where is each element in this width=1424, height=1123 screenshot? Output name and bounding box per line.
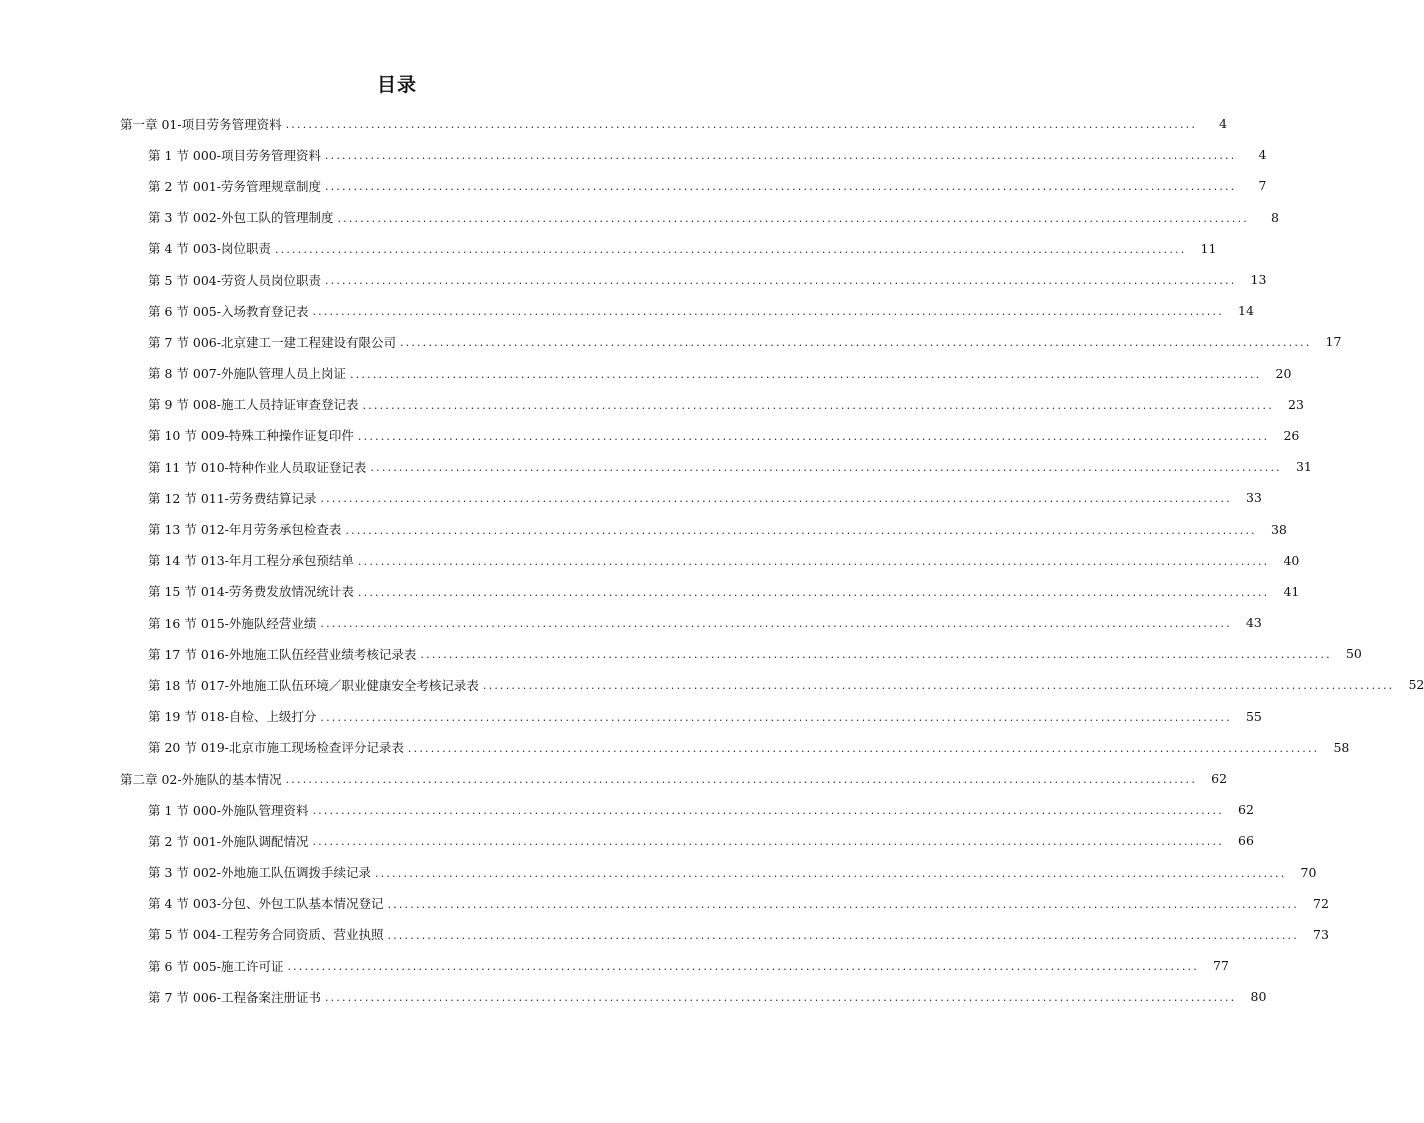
- toc-page-number: 70: [1300, 864, 1317, 880]
- toc-dot-leader: ................................................................................................................................................................: [337, 211, 1249, 225]
- toc-dot-leader: ................................................................................................................................................................: [482, 679, 1395, 693]
- toc-page-number: 11: [1200, 240, 1217, 256]
- toc-entry-label: 第 10 节 009-特殊工种操作证复印件: [148, 428, 354, 444]
- toc-page-number: 38: [1270, 521, 1287, 537]
- toc-page-number: 8: [1270, 209, 1279, 225]
- toc-section-entry[interactable]: [0, 202, 1279, 233]
- toc-entry-label: 第 2 节 001-外施队调配情况: [148, 833, 309, 849]
- toc-section-entry[interactable]: [0, 888, 1329, 919]
- toc-entry-label: 第 5 节 004-劳资人员岗位职责: [148, 272, 321, 288]
- toc-section-entry[interactable]: [0, 233, 1217, 264]
- toc-dot-leader: ................................................................................................................................................................: [357, 429, 1270, 443]
- toc-entry-label: 第二章 02-外施队的基本情况: [120, 771, 282, 787]
- toc-dot-leader: ................................................................................................................................................................: [320, 710, 1232, 724]
- toc-dot-leader: ................................................................................................................................................................: [324, 991, 1237, 1005]
- toc-section-entry[interactable]: [0, 326, 1342, 357]
- toc-dot-leader: ................................................................................................................................................................: [312, 305, 1224, 319]
- toc-dot-leader: ................................................................................................................................................................: [274, 242, 1187, 256]
- toc-section-entry[interactable]: [0, 794, 1254, 825]
- toc-dot-leader: ................................................................................................................................................................: [287, 960, 1199, 974]
- toc-list: [0, 108, 1424, 1012]
- toc-section-entry[interactable]: [0, 545, 1300, 576]
- toc-entry-label: 第 15 节 014-劳务费发放情况统计表: [148, 584, 354, 600]
- toc-section-entry[interactable]: [0, 825, 1254, 856]
- toc-dot-leader: ................................................................................................................................................................: [399, 336, 1312, 350]
- toc-page-number: 55: [1245, 708, 1262, 724]
- toc-dot-leader: ................................................................................................................................................................: [357, 585, 1270, 599]
- toc-section-entry[interactable]: [0, 576, 1300, 607]
- toc-section-entry[interactable]: [0, 420, 1300, 451]
- toc-entry-label: 第 19 节 018-自检、上级打分: [148, 709, 317, 725]
- toc-entry-label: 第 1 节 000-项目劳务管理资料: [148, 147, 321, 163]
- toc-entry-label: 第 8 节 007-外施队管理人员上岗证: [148, 366, 346, 382]
- toc-section-entry[interactable]: [0, 513, 1287, 544]
- toc-page-number: 26: [1283, 427, 1300, 443]
- toc-page-number: 4: [1219, 116, 1228, 132]
- toc-entry-label: 第 7 节 006-工程备案注册证书: [148, 989, 321, 1005]
- toc-section-entry[interactable]: [0, 950, 1229, 981]
- toc-entry-label: 第 6 节 005-施工许可证: [148, 958, 284, 974]
- toc-page-number: 14: [1238, 303, 1254, 319]
- toc-title: 目录: [376, 74, 417, 96]
- toc-dot-leader: ................................................................................................................................................................: [420, 648, 1332, 662]
- toc-section-entry[interactable]: [0, 139, 1267, 170]
- toc-section-entry[interactable]: [0, 638, 1362, 669]
- toc-section-entry[interactable]: [0, 295, 1254, 326]
- toc-page-number: 80: [1250, 989, 1267, 1005]
- toc-entry-label: 第 13 节 012-年月劳务承包检查表: [148, 522, 342, 538]
- toc-entry-label: 第 11 节 010-特种作业人员取证登记表: [148, 459, 367, 475]
- toc-chapter-entry[interactable]: [0, 763, 1228, 794]
- toc-section-entry[interactable]: [0, 451, 1312, 482]
- toc-dot-leader: ................................................................................................................................................................: [312, 835, 1224, 849]
- toc-entry-label: 第 3 节 002-外地施工队伍调拨手续记录: [148, 865, 371, 881]
- toc-page-number: 58: [1333, 739, 1350, 755]
- toc-section-entry[interactable]: [0, 264, 1267, 295]
- toc-entry-label: 第 1 节 000-外施队管理资料: [148, 802, 309, 818]
- toc-entry-label: 第一章 01-项目劳务管理资料: [120, 116, 282, 132]
- toc-dot-leader: ................................................................................................................................................................: [324, 180, 1237, 194]
- toc-page-number: 7: [1258, 178, 1267, 194]
- toc-entry-label: 第 16 节 015-外施队经营业绩: [148, 615, 317, 631]
- toc-dot-leader: ................................................................................................................................................................: [357, 554, 1270, 568]
- toc-page-number: 77: [1213, 958, 1229, 974]
- toc-page-number: 66: [1238, 833, 1254, 849]
- toc-section-entry[interactable]: [0, 389, 1304, 420]
- toc-page-number: 4: [1258, 147, 1267, 163]
- toc-entry-label: 第 2 节 001-劳务管理规章制度: [148, 178, 321, 194]
- toc-dot-leader: ................................................................................................................................................................: [324, 274, 1237, 288]
- toc-section-entry[interactable]: [0, 170, 1267, 201]
- toc-page-number: 23: [1288, 396, 1304, 412]
- toc-section-entry[interactable]: [0, 358, 1292, 389]
- toc-page-number: 40: [1283, 552, 1300, 568]
- toc-page-number: 43: [1245, 615, 1262, 631]
- toc-page-number: 20: [1275, 365, 1292, 381]
- toc-dot-leader: ................................................................................................................................................................: [407, 741, 1320, 755]
- toc-entry-label: 第 9 节 008-施工人员持证审查登记表: [148, 397, 359, 413]
- toc-page-number: 62: [1211, 771, 1228, 787]
- toc-dot-leader: ................................................................................................................................................................: [285, 118, 1198, 132]
- toc-dot-leader: ................................................................................................................................................................: [285, 773, 1198, 787]
- toc-entry-label: 第 18 节 017-外地施工队伍环境／职业健康安全考核记录表: [148, 677, 479, 693]
- toc-section-entry[interactable]: [0, 857, 1317, 888]
- toc-entry-label: 第 7 节 006-北京建工一建工程建设有限公司: [148, 334, 396, 350]
- toc-entry-label: 第 17 节 016-外地施工队伍经营业绩考核记录表: [148, 646, 417, 662]
- toc-dot-leader: ................................................................................................................................................................: [370, 461, 1282, 475]
- toc-entry-label: 第 12 节 011-劳务费结算记录: [148, 490, 317, 506]
- toc-section-entry[interactable]: [0, 607, 1262, 638]
- toc-entry-label: 第 6 节 005-入场教育登记表: [148, 303, 309, 319]
- toc-entry-label: 第 20 节 019-北京市施工现场检查评分记录表: [148, 740, 404, 756]
- toc-dot-leader: ................................................................................................................................................................: [345, 523, 1257, 537]
- toc-dot-leader: ................................................................................................................................................................: [374, 866, 1287, 880]
- toc-entry-label: 第 14 节 013-年月工程分承包预结单: [148, 553, 354, 569]
- toc-section-entry[interactable]: [0, 669, 1424, 700]
- toc-dot-leader: ................................................................................................................................................................: [320, 492, 1232, 506]
- toc-chapter-entry[interactable]: [0, 108, 1228, 139]
- toc-page-number: 13: [1250, 272, 1267, 288]
- toc-entry-label: 第 5 节 004-工程劳务合同资质、营业执照: [148, 927, 384, 943]
- toc-dot-leader: ................................................................................................................................................................: [387, 928, 1299, 942]
- toc-page-number: 73: [1313, 926, 1329, 942]
- toc-entry-label: 第 4 节 003-岗位职责: [148, 241, 271, 257]
- toc-section-entry[interactable]: [0, 732, 1350, 763]
- toc-page-number: 17: [1325, 334, 1342, 350]
- toc-section-entry[interactable]: [0, 482, 1262, 513]
- toc-entry-label: 第 4 节 003-分包、外包工队基本情况登记: [148, 896, 384, 912]
- toc-dot-leader: ................................................................................................................................................................: [349, 367, 1262, 381]
- toc-dot-leader: ................................................................................................................................................................: [320, 617, 1232, 631]
- toc-dot-leader: ................................................................................................................................................................: [312, 804, 1224, 818]
- toc-entry-label: 第 3 节 002-外包工队的管理制度: [148, 210, 334, 226]
- toc-section-entry[interactable]: [0, 981, 1267, 1012]
- toc-section-entry[interactable]: [0, 701, 1262, 732]
- toc-dot-leader: ................................................................................................................................................................: [362, 398, 1274, 412]
- toc-page-number: 52: [1408, 677, 1424, 693]
- toc-section-entry[interactable]: [0, 919, 1329, 950]
- toc-dot-leader: ................................................................................................................................................................: [324, 149, 1237, 163]
- toc-page-number: 50: [1345, 646, 1362, 662]
- toc-dot-leader: ................................................................................................................................................................: [387, 897, 1299, 911]
- toc-page-number: 33: [1245, 490, 1262, 506]
- toc-page-number: 62: [1238, 802, 1254, 818]
- toc-page-number: 72: [1313, 895, 1329, 911]
- toc-page-number: 31: [1295, 459, 1312, 475]
- toc-page-number: 41: [1283, 583, 1300, 599]
